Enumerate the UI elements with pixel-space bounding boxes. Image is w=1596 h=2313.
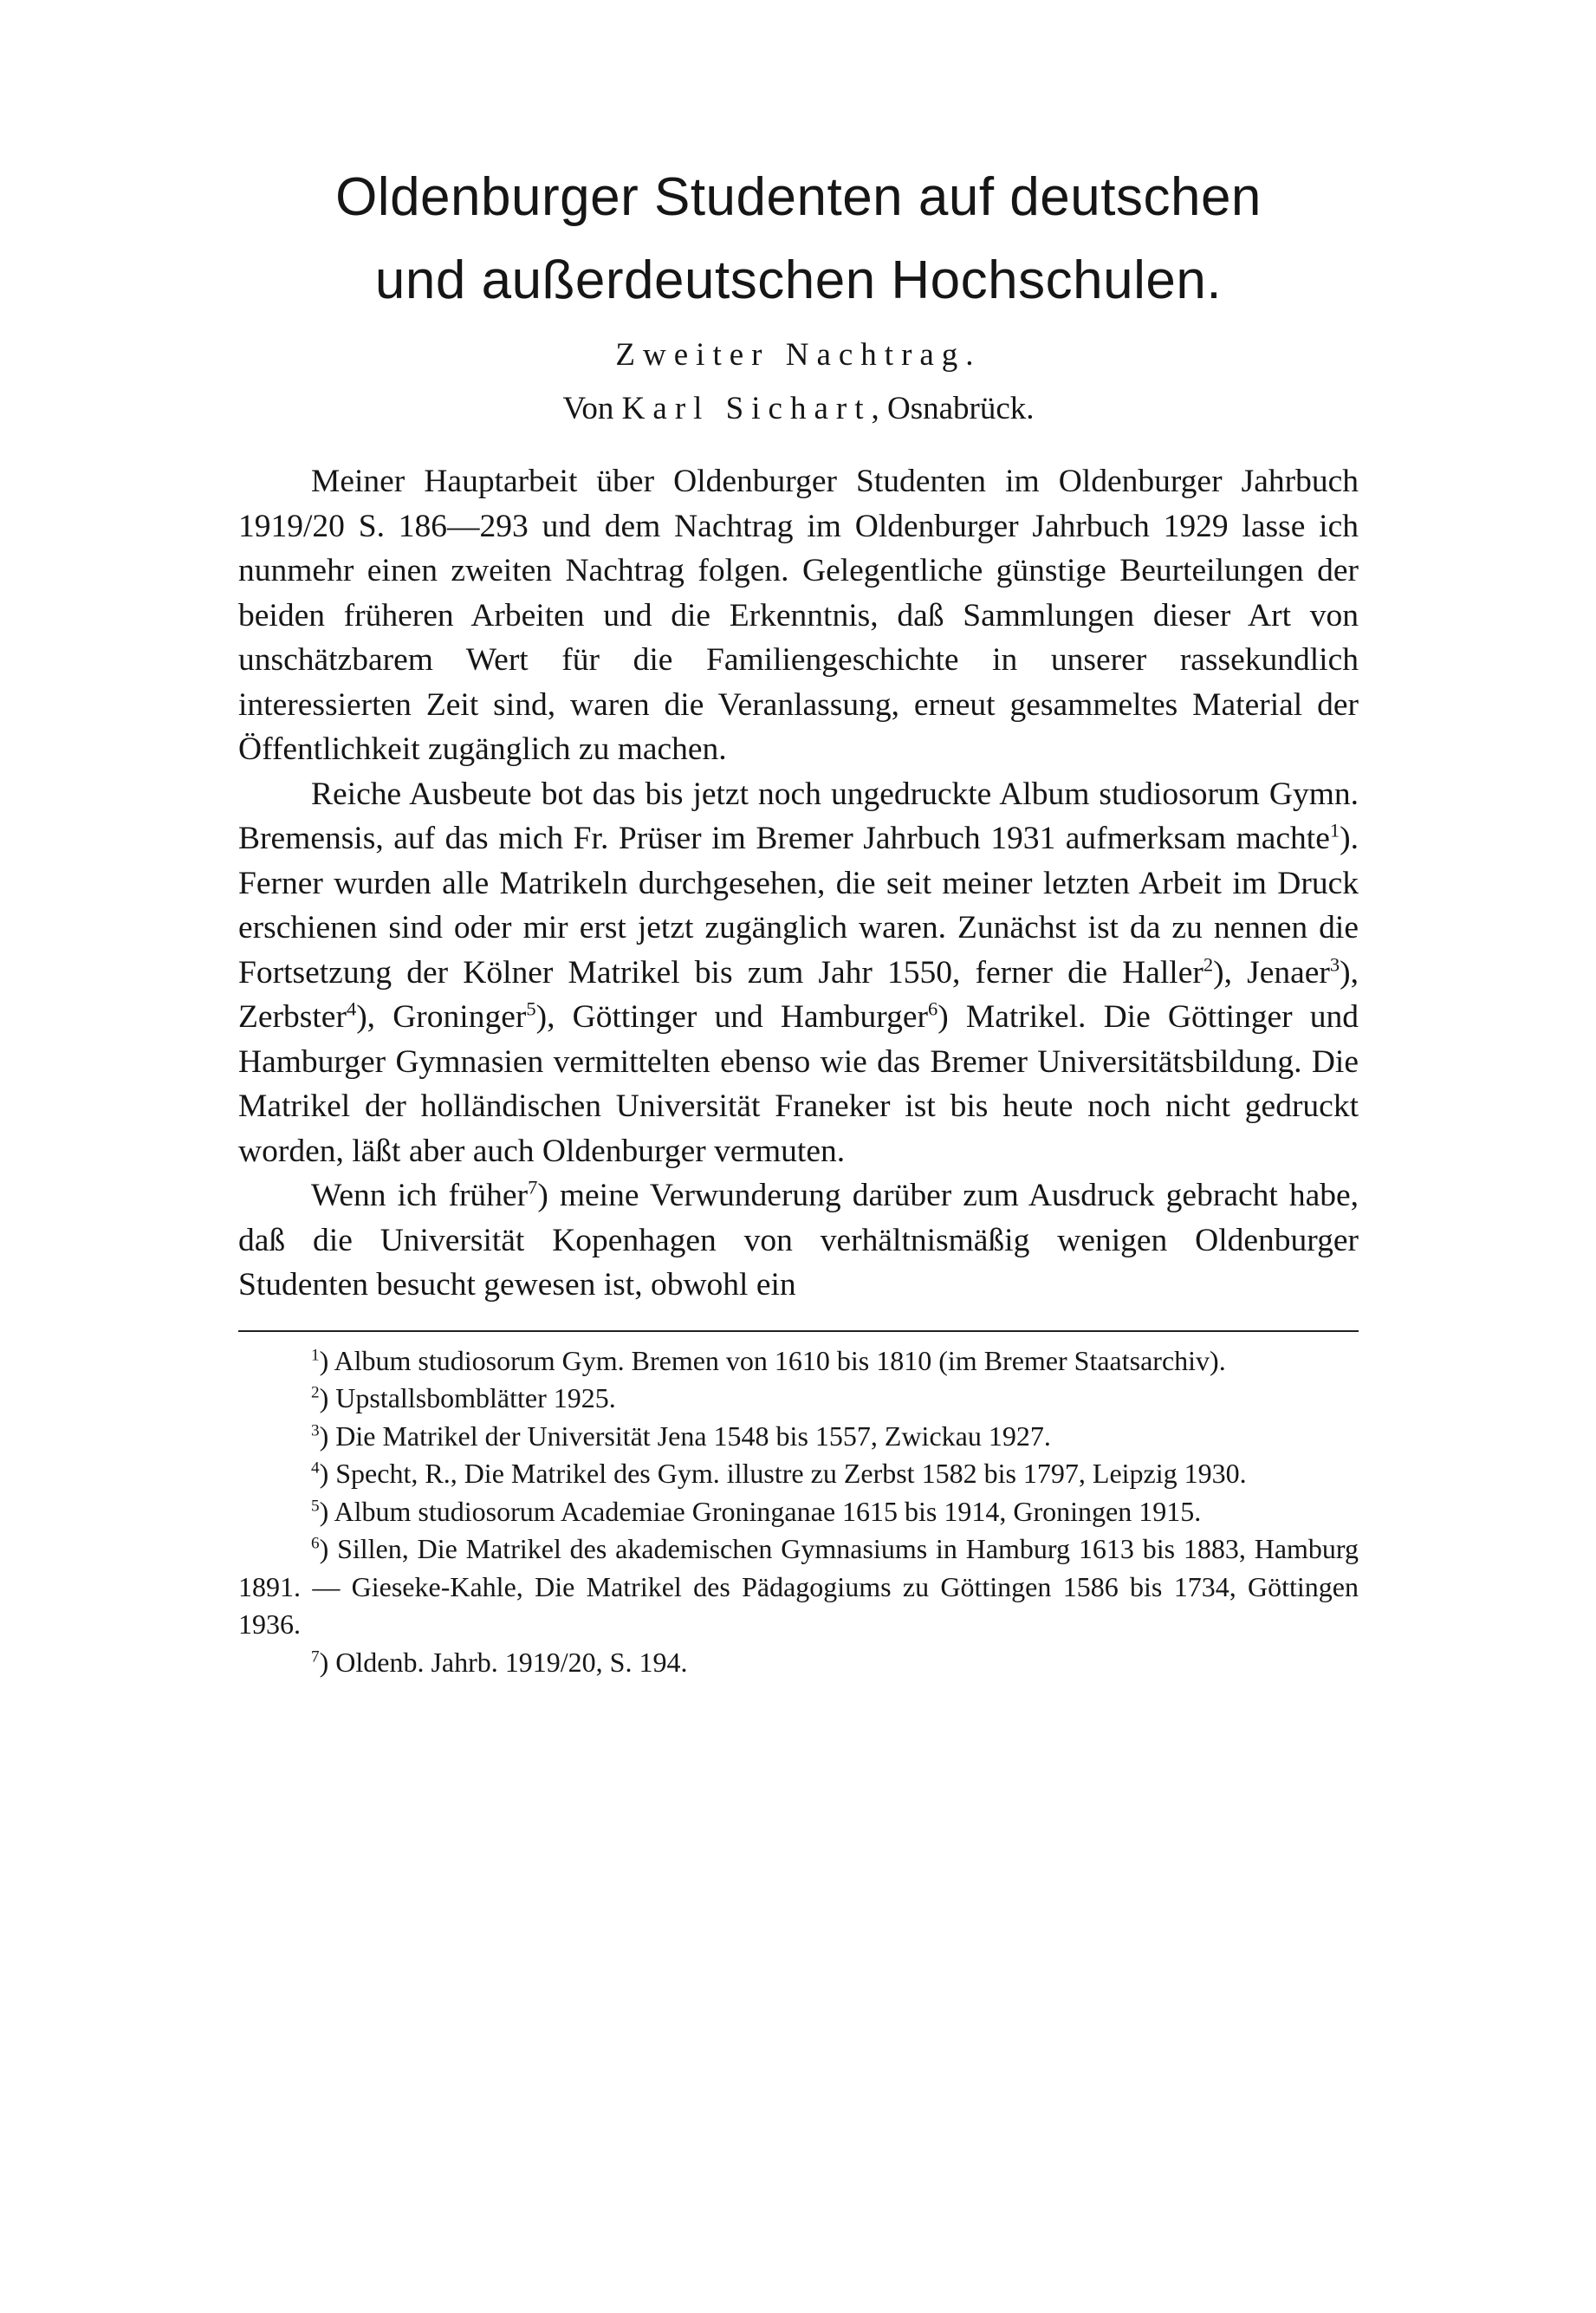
- footnote-mark: 7: [311, 1647, 320, 1666]
- footnote-mark: 1: [311, 1345, 320, 1364]
- footnote-text: ) Specht, R., Die Matrikel des Gym. illustre zu Zerbst 1582 bis 1797, Leipzig 1930.: [319, 1458, 1247, 1489]
- text-segment: ) meine Verwunderung darüber zum Ausdruck gebracht habe, daß die Universität Kopenhagen von verhältnismäßig wenigen Oldenburger Studenten besucht gewesen ist, obwohl ein: [238, 1178, 1359, 1303]
- footnote-ref: 3: [1329, 953, 1340, 975]
- text-segment: Reiche Ausbeute bot das bis jetzt noch ungedruckte Album studiosorum Gymn. Bremensis, auf das mich Fr. Prüser im Bremer Jahrbuch 1931 aufmerksam machte: [238, 776, 1359, 856]
- footnote-5: [238, 1493, 1359, 1531]
- text-segment: ), Zerbster: [238, 954, 1359, 1035]
- footnote-ref: 7: [528, 1176, 538, 1199]
- byline-place: , Osnabrück.: [871, 391, 1035, 426]
- footnote-6: [238, 1530, 1359, 1644]
- footnote-text: ) Sillen, Die Matrikel des akademischen Gymnasiums in Hamburg 1613 bis 1883, Hamburg 1891. — Gieseke-Kahle, Die Matrikel des Pädagogiums zu Göttingen 1586 bis 1734, Göttingen 1936.: [238, 1533, 1359, 1640]
- paragraph-3: [238, 1173, 1359, 1308]
- text-segment: ), Jenaer: [1213, 954, 1330, 991]
- footnote-mark: 3: [311, 1420, 320, 1439]
- paragraph-1: [238, 459, 1359, 772]
- footnote-text: ) Album studiosorum Academiae Groninganae 1615 bis 1914, Groningen 1915.: [319, 1495, 1202, 1527]
- text-segment: ), Groninger: [356, 999, 527, 1035]
- footnote-ref: 2: [1203, 953, 1214, 975]
- footnote-2: [238, 1380, 1359, 1418]
- text-segment: Meiner Hauptarbeit über Oldenburger Studenten im Oldenburger Jahrbuch 1919/20 S. 186—293 und dem Nachtrag im Oldenburger Jahrbuch 1929 lasse ich nunmehr einen zweiten Nachtrag folgen. Gelegentliche günstige Beurteilungen der beiden früheren Arbeiten und die Erkenntnis, daß Sammlungen dieser Art von unschätzbarem Wert für die Familiengeschichte in unserer rassekundlich interessierten Zeit sind, waren die Veranlassung, erneut gesammeltes Material der Öffentlichkeit zugänglich zu machen.: [238, 464, 1359, 767]
- footnote-text: ) Oldenb. Jahrb. 1919/20, S. 194.: [319, 1646, 688, 1678]
- footnote-text: ) Album studiosorum Gym. Bremen von 1610 bis 1810 (im Bremer Staatsarchiv).: [319, 1344, 1226, 1376]
- footnote-divider: [238, 1330, 1359, 1332]
- footnote-text: ) Die Matrikel der Universität Jena 1548 bis 1557, Zwickau 1927.: [319, 1420, 1051, 1452]
- subtitle: Zweiter Nachtrag.: [615, 337, 982, 373]
- title-line-2: und außerdeutschen Hochschulen.: [374, 250, 1223, 310]
- text-segment: ) Matrikel. Die Göttinger und Hamburger Gymnasien vermittelten ebenso wie das Bremer Universitätsbildung. Die Matrikel der holländischen Universität Franeker ist bis heute noch nicht gedruckt worden, läßt aber auch Oldenburger vermuten.: [238, 999, 1359, 1169]
- author-name: Karl Sichart: [621, 391, 872, 426]
- page-title: [238, 156, 1359, 322]
- footnote-4: [238, 1455, 1359, 1493]
- text-segment: ). Ferner wurden alle Matrikeln durchgesehen, die seit meiner letzten Arbeit im Druck erschienen sind oder mir erst jetzt zugänglich waren. Zunächst ist da zu nennen die Fortsetzung der Kölner Matrikel bis zum Jahr 1550, ferner die Haller: [238, 821, 1359, 991]
- footnote-text: ) Upstallsbomblätter 1925.: [319, 1382, 616, 1413]
- text-segment: ), Göttinger und Hamburger: [535, 999, 928, 1035]
- footnote-ref: 6: [928, 997, 938, 1020]
- footnote-1: [238, 1342, 1359, 1381]
- footnote-mark: 6: [311, 1534, 320, 1553]
- footnote-mark: 4: [311, 1459, 320, 1478]
- footnote-ref: 4: [346, 997, 357, 1020]
- main-text: [238, 459, 1359, 1308]
- footnote-ref: 5: [526, 997, 536, 1020]
- paragraph-2: [238, 772, 1359, 1174]
- byline: [238, 383, 1359, 435]
- footnote-ref: 1: [1329, 819, 1340, 841]
- text-segment: Wenn ich früher: [311, 1178, 529, 1213]
- byline-prefix: Von: [562, 391, 614, 426]
- title-line-1: Oldenburger Studenten auf deutschen: [335, 167, 1262, 227]
- footnote-mark: 2: [311, 1383, 320, 1402]
- footnotes: [238, 1342, 1359, 1682]
- footnote-mark: 5: [311, 1496, 320, 1515]
- footnote-3: [238, 1418, 1359, 1456]
- footnote-7: [238, 1644, 1359, 1682]
- document-page: [238, 156, 1359, 1681]
